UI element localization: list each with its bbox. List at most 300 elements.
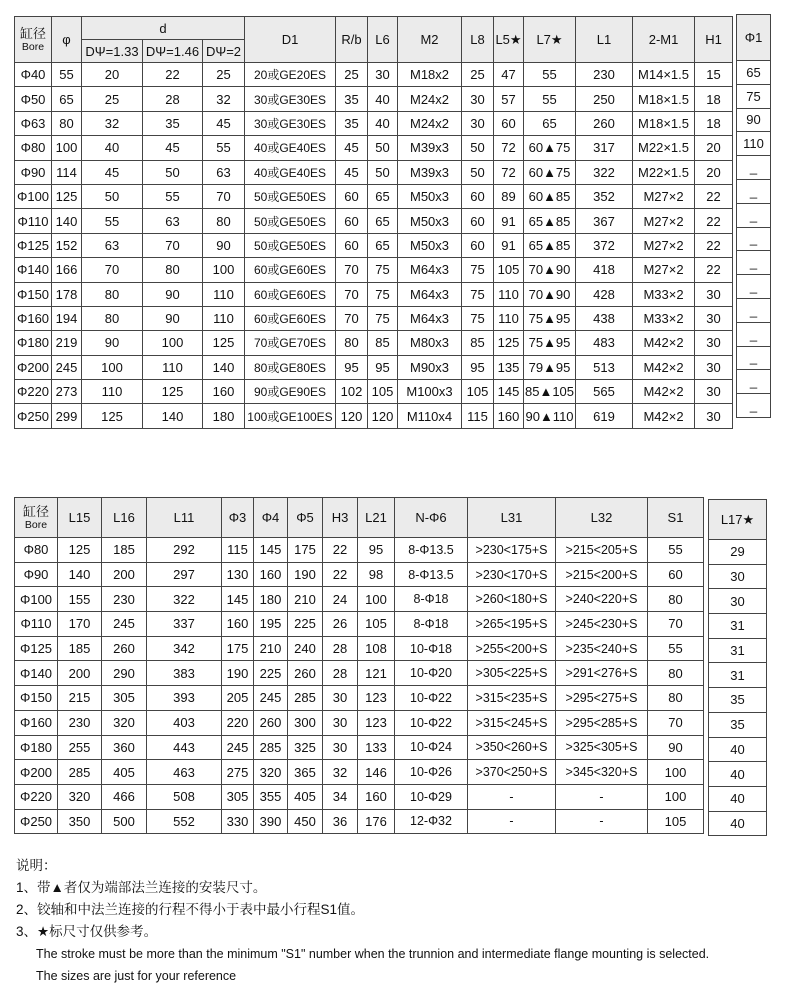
table-cell: 121: [358, 661, 395, 686]
table-cell: Φ125: [15, 636, 58, 661]
table-row: [737, 275, 771, 299]
table-cell: 10-Φ24: [395, 735, 468, 760]
table-cell: 105: [462, 380, 494, 404]
table-cell: >215<205+S: [556, 538, 648, 563]
table-cell: 45: [336, 136, 368, 160]
table-cell: 255: [58, 735, 102, 760]
table-cell: 31: [709, 614, 767, 639]
column-header-l17: L17★: [709, 500, 767, 540]
table-cell: 225: [288, 612, 323, 637]
table-row: [15, 331, 733, 355]
table-cell: 190: [288, 562, 323, 587]
column-header-h1: H1: [695, 17, 733, 63]
table-cell: 32: [203, 87, 245, 111]
table-row: [737, 84, 771, 108]
table-cell: 80: [82, 306, 143, 330]
column-header-l31: L31: [468, 498, 556, 538]
table-cell: 32: [82, 111, 143, 135]
table-cell: 195: [254, 612, 288, 637]
table-cell: 108: [358, 636, 395, 661]
table-cell: 155: [58, 587, 102, 612]
bore-label-en: Bore: [24, 518, 48, 531]
table-cell: 60: [462, 184, 494, 208]
table-cell: 65▲85: [524, 233, 576, 257]
note-item-3: 3、★标尺寸仅供参考。: [16, 924, 158, 939]
column-header-l21: L21: [358, 498, 395, 538]
note-english-2: The sizes are just for your reference: [36, 969, 237, 983]
table-cell: M39x3: [398, 160, 462, 184]
table-cell: 438: [576, 306, 633, 330]
table-cell: 219: [52, 331, 82, 355]
table-cell: M18x2: [398, 63, 462, 87]
table-cell: 463: [147, 760, 222, 785]
table-cell: 125: [58, 538, 102, 563]
table-cell: 80: [648, 587, 704, 612]
table-cell: 160: [203, 380, 245, 404]
table-cell: 110: [203, 282, 245, 306]
table-row: [737, 370, 771, 394]
table-cell: 28: [323, 661, 358, 686]
table-cell: -: [556, 784, 648, 809]
table-cell: 72: [494, 160, 524, 184]
table-cell: M100x3: [398, 380, 462, 404]
table-cell: 55: [524, 63, 576, 87]
table-cell: 140: [58, 562, 102, 587]
table-cell: 105: [368, 380, 398, 404]
table-cell: 95: [462, 355, 494, 379]
bore-label-en: Bore: [21, 40, 45, 53]
table-cell: Φ80: [15, 136, 52, 160]
column-header-l16: L16: [102, 498, 147, 538]
table-cell: 55: [82, 209, 143, 233]
table-cell: 30: [462, 87, 494, 111]
table-cell: _: [737, 322, 771, 346]
table-cell: _: [737, 346, 771, 370]
table-cell: 320: [102, 710, 147, 735]
table-cell: 30: [695, 380, 733, 404]
table-cell: 180: [254, 587, 288, 612]
table-cell: 220: [222, 710, 254, 735]
table-row: [709, 638, 767, 663]
table-row: [709, 540, 767, 565]
column-header-phi5: Φ5: [288, 498, 323, 538]
table-cell: M27×2: [633, 233, 695, 257]
table-cell: 70: [648, 710, 704, 735]
table-cell: 90: [203, 233, 245, 257]
table-cell: >215<200+S: [556, 562, 648, 587]
table-cell: M33×2: [633, 306, 695, 330]
table-cell: 70: [336, 282, 368, 306]
table-cell: 100: [648, 760, 704, 785]
table2-annex-header-row: [709, 500, 767, 540]
table-cell: 60▲85: [524, 184, 576, 208]
table-cell: 35: [336, 87, 368, 111]
table-row: [15, 306, 733, 330]
table-cell: 75: [368, 282, 398, 306]
table-cell: >245<230+S: [556, 612, 648, 637]
table-cell: 285: [58, 760, 102, 785]
table-cell: 35: [709, 712, 767, 737]
table-cell: 90: [737, 108, 771, 132]
table-cell: 91: [494, 209, 524, 233]
dimension-table-1-phi1-column: [736, 14, 771, 418]
table-row: [15, 209, 733, 233]
table-cell: 30: [695, 355, 733, 379]
table-cell: 200: [58, 661, 102, 686]
notes-section: [16, 855, 776, 987]
column-header-l15: L15: [58, 498, 102, 538]
table-cell: 105: [494, 258, 524, 282]
table-cell: Φ200: [15, 355, 52, 379]
table-cell: >305<225+S: [468, 661, 556, 686]
table-cell: 100: [648, 784, 704, 809]
table-cell: 55: [52, 63, 82, 87]
table-cell: Φ63: [15, 111, 52, 135]
table-row: [15, 784, 704, 809]
table-cell: 55: [648, 538, 704, 563]
table-cell: 443: [147, 735, 222, 760]
table-cell: 337: [147, 612, 222, 637]
table-row: [15, 809, 704, 834]
table-cell: 146: [358, 760, 395, 785]
table-row: [15, 404, 733, 428]
table-cell: >325<305+S: [556, 735, 648, 760]
table-row: [15, 63, 733, 87]
table-cell: Φ250: [15, 809, 58, 834]
table-cell: 145: [254, 538, 288, 563]
table-cell: 89: [494, 184, 524, 208]
table-cell: 110: [82, 380, 143, 404]
table-cell: 125: [143, 380, 203, 404]
table-cell: 55: [143, 184, 203, 208]
table-cell: 100: [203, 258, 245, 282]
table-cell: 330: [222, 809, 254, 834]
table-cell: 110: [143, 355, 203, 379]
table-cell: 8-Φ13.5: [395, 538, 468, 563]
table1-block: [14, 16, 771, 429]
table-cell: 450: [288, 809, 323, 834]
table-cell: 170: [58, 612, 102, 637]
table-cell: Φ125: [15, 233, 52, 257]
table-cell: 70: [336, 258, 368, 282]
table-cell: 30: [709, 564, 767, 589]
table-cell: 305: [222, 784, 254, 809]
column-header-nphi6: N-Φ6: [395, 498, 468, 538]
table-cell: M14×1.5: [633, 63, 695, 87]
table-cell: 166: [52, 258, 82, 282]
table-cell: 22: [323, 538, 358, 563]
dimension-table-2: [14, 497, 704, 834]
table-cell: 75: [737, 84, 771, 108]
table-cell: M50x3: [398, 184, 462, 208]
table-cell: Φ160: [15, 306, 52, 330]
table-cell: M42×2: [633, 404, 695, 428]
table-row: [737, 227, 771, 251]
table-cell: M33×2: [633, 282, 695, 306]
table-cell: 245: [254, 686, 288, 711]
column-header-l32: L32: [556, 498, 648, 538]
table-cell: >230<170+S: [468, 562, 556, 587]
table-cell: 80: [143, 258, 203, 282]
table-cell: 29: [709, 540, 767, 565]
table-cell: 123: [358, 710, 395, 735]
column-header-bore: [15, 17, 52, 63]
table-row: [737, 61, 771, 85]
table-row: [737, 179, 771, 203]
table-cell: >295<285+S: [556, 710, 648, 735]
table-row: [737, 132, 771, 156]
table-cell: 290: [102, 661, 147, 686]
table-cell: 322: [147, 587, 222, 612]
table-cell: -: [468, 809, 556, 834]
table-row: [15, 686, 704, 711]
table-row: [709, 786, 767, 811]
table-cell: 50: [462, 136, 494, 160]
table-row: [15, 111, 733, 135]
table-row: [15, 735, 704, 760]
table-cell: 91: [494, 233, 524, 257]
table-cell: 383: [147, 661, 222, 686]
table-cell: 65: [524, 111, 576, 135]
table-cell: 245: [102, 612, 147, 637]
table-cell: 80: [203, 209, 245, 233]
table-cell: Φ200: [15, 760, 58, 785]
table-cell: M39x3: [398, 136, 462, 160]
table-cell: 365: [288, 760, 323, 785]
table-cell: 18: [695, 111, 733, 135]
note-english-1: The stroke must be more than the minimum "S1" number when the trunnion and intermediate flange mounting is selected.: [36, 947, 710, 961]
table-cell: 95: [358, 538, 395, 563]
table-row: [737, 108, 771, 132]
table-cell: 403: [147, 710, 222, 735]
table-cell: 90: [648, 735, 704, 760]
bore-label-cn: 缸径: [22, 503, 49, 519]
table-cell: 508: [147, 784, 222, 809]
table-cell: 190: [222, 661, 254, 686]
column-header-l6: L6: [368, 17, 398, 63]
table-cell: 30或GE30ES: [245, 87, 336, 111]
table-cell: M64x3: [398, 306, 462, 330]
table-cell: 98: [358, 562, 395, 587]
table-cell: 90或GE90ES: [245, 380, 336, 404]
table-cell: 355: [254, 784, 288, 809]
table-cell: 40或GE40ES: [245, 160, 336, 184]
table-cell: 110: [494, 306, 524, 330]
table-cell: Φ100: [15, 587, 58, 612]
table-row: [15, 538, 704, 563]
table-cell: 63: [203, 160, 245, 184]
table-cell: 8-Φ13.5: [395, 562, 468, 587]
table-cell: 60▲75: [524, 136, 576, 160]
table-cell: 285: [288, 686, 323, 711]
table-cell: 133: [358, 735, 395, 760]
table-cell: M64x3: [398, 258, 462, 282]
table-cell: 390: [254, 809, 288, 834]
table-cell: 105: [358, 612, 395, 637]
table-row: [737, 156, 771, 180]
table-cell: >315<235+S: [468, 686, 556, 711]
table-cell: Φ80: [15, 538, 58, 563]
table-cell: 393: [147, 686, 222, 711]
column-header-l7: L7★: [524, 17, 576, 63]
table-cell: 160: [358, 784, 395, 809]
table-cell: 292: [147, 538, 222, 563]
table2-header-row: [15, 498, 704, 538]
table-cell: _: [737, 370, 771, 394]
table-cell: 60▲75: [524, 160, 576, 184]
table-cell: 30: [695, 306, 733, 330]
table-cell: 30: [695, 282, 733, 306]
table-cell: 175: [288, 538, 323, 563]
table-cell: Φ90: [15, 562, 58, 587]
table-cell: 260: [576, 111, 633, 135]
table-cell: Φ180: [15, 331, 52, 355]
table-row: [737, 298, 771, 322]
table-cell: 18: [695, 87, 733, 111]
table-row: [15, 233, 733, 257]
table-cell: 47: [494, 63, 524, 87]
table-cell: 22: [695, 258, 733, 282]
table-cell: Φ110: [15, 209, 52, 233]
table-cell: 75▲95: [524, 331, 576, 355]
table-cell: 65: [368, 209, 398, 233]
table-cell: 322: [576, 160, 633, 184]
table-cell: 297: [147, 562, 222, 587]
column-header-2m1: 2-M1: [633, 17, 695, 63]
table-cell: 305: [102, 686, 147, 711]
table-cell: 35: [336, 111, 368, 135]
table-cell: 115: [222, 538, 254, 563]
table-cell: 28: [323, 636, 358, 661]
table-cell: M80x3: [398, 331, 462, 355]
table-row: [737, 251, 771, 275]
table-cell: 160: [494, 404, 524, 428]
table-cell: 40或GE40ES: [245, 136, 336, 160]
table-cell: 28: [143, 87, 203, 111]
table-cell: 100: [52, 136, 82, 160]
table-cell: 245: [222, 735, 254, 760]
table-cell: 115: [462, 404, 494, 428]
table-cell: 10-Φ22: [395, 686, 468, 711]
table-cell: 317: [576, 136, 633, 160]
table-row: [15, 562, 704, 587]
table-cell: 30: [368, 63, 398, 87]
table-cell: 50或GE50ES: [245, 209, 336, 233]
table-cell: 20: [695, 160, 733, 184]
table-cell: 120: [336, 404, 368, 428]
table-cell: 75: [368, 258, 398, 282]
table-cell: 405: [102, 760, 147, 785]
table-cell: 360: [102, 735, 147, 760]
table-cell: 70或GE70ES: [245, 331, 336, 355]
table-cell: >350<260+S: [468, 735, 556, 760]
table-cell: 140: [143, 404, 203, 428]
bore-label-cn: 缸径: [19, 25, 46, 41]
table-cell: 552: [147, 809, 222, 834]
table-cell: 50: [143, 160, 203, 184]
table-cell: >240<220+S: [556, 587, 648, 612]
table-cell: 513: [576, 355, 633, 379]
table-cell: >370<250+S: [468, 760, 556, 785]
table-cell: 70: [203, 184, 245, 208]
table-cell: 57: [494, 87, 524, 111]
table-cell: 40: [709, 737, 767, 762]
table-cell: 123: [358, 686, 395, 711]
table-cell: 60: [462, 209, 494, 233]
table-cell: M27×2: [633, 184, 695, 208]
table-cell: 10-Φ22: [395, 710, 468, 735]
column-header-l5: L5★: [494, 17, 524, 63]
table-row: [709, 614, 767, 639]
table-cell: 418: [576, 258, 633, 282]
table-cell: _: [737, 394, 771, 418]
table-cell: Φ150: [15, 282, 52, 306]
table-cell: Φ250: [15, 404, 52, 428]
table-cell: 25: [82, 87, 143, 111]
table-cell: 22: [695, 209, 733, 233]
table-cell: 205: [222, 686, 254, 711]
table-cell: M50x3: [398, 233, 462, 257]
table-cell: 15: [695, 63, 733, 87]
table-cell: 325: [288, 735, 323, 760]
table-cell: 35: [709, 688, 767, 713]
column-header-s1: S1: [648, 498, 704, 538]
table-cell: 60: [336, 233, 368, 257]
table-row: [15, 380, 733, 404]
table-cell: 95: [336, 355, 368, 379]
table-cell: 100或GE100ES: [245, 404, 336, 428]
table-cell: 35: [143, 111, 203, 135]
table-cell: 79▲95: [524, 355, 576, 379]
table-cell: 85: [462, 331, 494, 355]
note-item-2: 2、铰轴和中法兰连接的行程不得小于表中最小行程S1值。: [16, 902, 365, 917]
table-cell: 50: [368, 136, 398, 160]
table-cell: 225: [254, 661, 288, 686]
table-cell: 72: [494, 136, 524, 160]
table-row: [15, 760, 704, 785]
table-row: [709, 663, 767, 688]
table-cell: 135: [494, 355, 524, 379]
table-cell: 45: [203, 111, 245, 135]
table-cell: 50或GE50ES: [245, 233, 336, 257]
table-row: [709, 712, 767, 737]
table-cell: Φ140: [15, 661, 58, 686]
table-cell: 200: [102, 562, 147, 587]
table-cell: 45: [143, 136, 203, 160]
table-cell: 40: [709, 762, 767, 787]
note-item-1: 1、带▲者仅为端部法兰连接的安装尺寸。: [16, 880, 267, 895]
table-cell: 125: [82, 404, 143, 428]
table-row: [709, 564, 767, 589]
table-cell: 60或GE60ES: [245, 282, 336, 306]
table-cell: 180: [203, 404, 245, 428]
table-cell: Φ110: [15, 612, 58, 637]
table-cell: >235<240+S: [556, 636, 648, 661]
table-cell: 40: [709, 786, 767, 811]
table-cell: 80: [648, 661, 704, 686]
table-cell: 114: [52, 160, 82, 184]
table-cell: 8-Φ18: [395, 612, 468, 637]
table-cell: 466: [102, 784, 147, 809]
table1-annex-header-row: [737, 15, 771, 61]
table-cell: 110: [737, 132, 771, 156]
table-row: [709, 589, 767, 614]
table-cell: 30: [709, 589, 767, 614]
column-header-d2: DΨ=2: [203, 40, 245, 63]
column-header-phi: φ: [52, 17, 82, 63]
table-cell: 95: [368, 355, 398, 379]
table-cell: Φ40: [15, 63, 52, 87]
